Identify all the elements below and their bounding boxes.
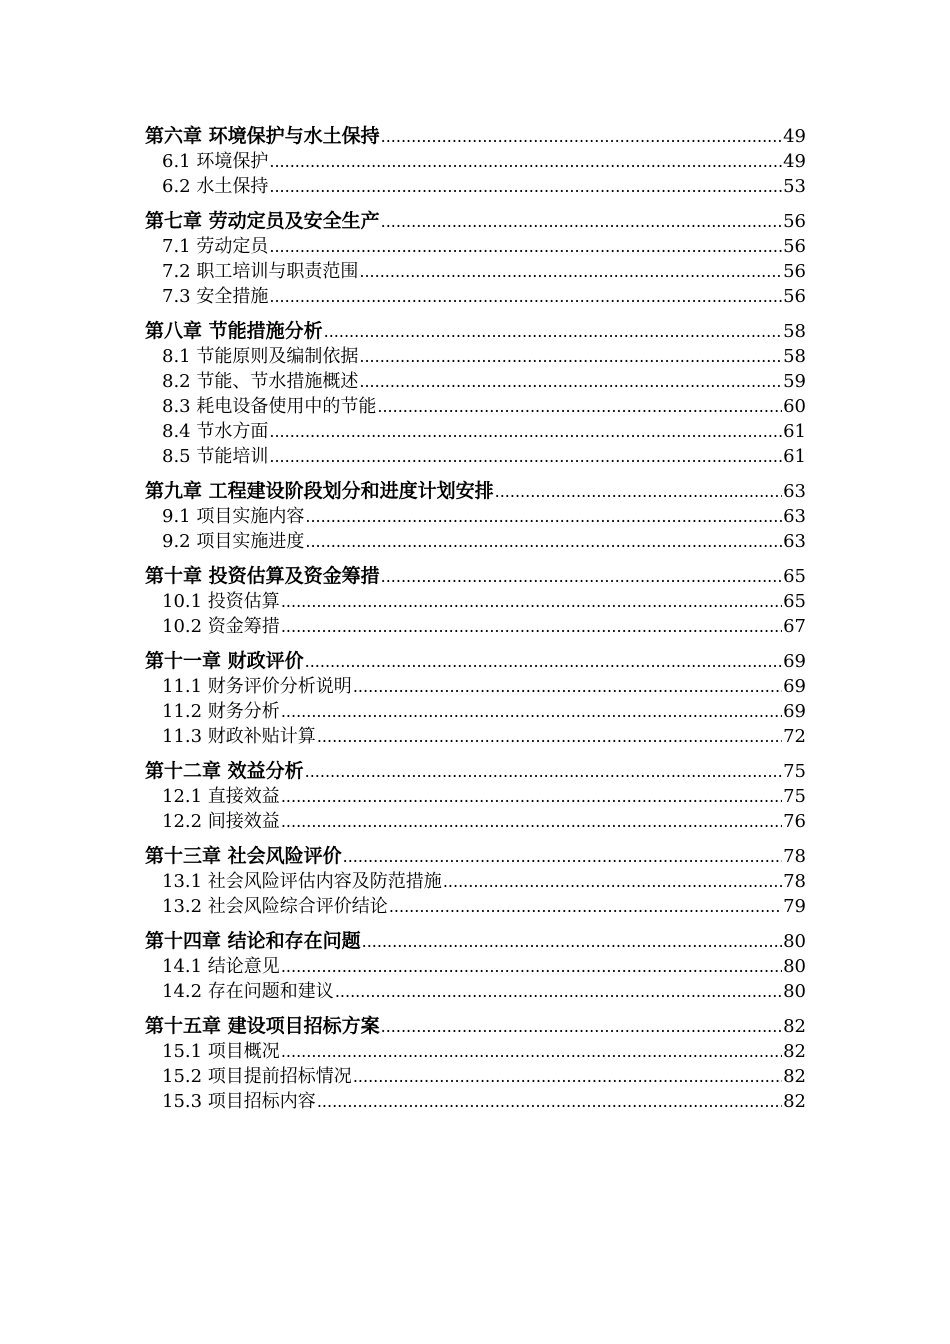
toc-chapter-entry[interactable] (145, 843, 806, 869)
toc-dot-leader (381, 1014, 782, 1040)
toc-page-number: 82 (783, 1016, 806, 1037)
toc-page-number: 69 (783, 701, 806, 722)
toc-dot-leader (353, 674, 782, 699)
toc-page-number: 56 (783, 261, 806, 282)
toc-chapter-entry[interactable] (145, 478, 806, 504)
toc-section-title: 7.2 职工培训与职责范围 (162, 261, 359, 282)
toc-section-entry[interactable] (145, 589, 806, 614)
toc-page-number: 75 (783, 786, 806, 807)
toc-section-title: 8.4 节水方面 (162, 421, 269, 442)
toc-section-title: 14.2 存在问题和建议 (162, 981, 334, 1002)
toc-chapter-title: 第八章 节能措施分析 (145, 320, 323, 342)
toc-page-number: 76 (783, 811, 806, 832)
toc-section-title: 13.2 社会风险综合评价结论 (162, 896, 388, 917)
toc-page-number: 78 (783, 846, 806, 867)
toc-section-title: 9.2 项目实施进度 (162, 531, 305, 552)
toc-page-number: 56 (783, 211, 806, 232)
toc-chapter-title: 第十四章 结论和存在问题 (145, 930, 361, 952)
toc-section-entry[interactable] (145, 284, 806, 309)
toc-section-entry[interactable] (145, 394, 806, 419)
toc-chapter-entry[interactable] (145, 563, 806, 589)
toc-page-number: 75 (783, 761, 806, 782)
toc-section-title: 12.1 直接效益 (162, 786, 280, 807)
toc-chapter-title: 第七章 劳动定员及安全生产 (145, 210, 380, 232)
toc-dot-leader (359, 369, 782, 394)
toc-page-number: 80 (783, 931, 806, 952)
toc-dot-leader (443, 869, 782, 894)
toc-page-number: 82 (783, 1041, 806, 1062)
toc-section-entry[interactable] (145, 174, 806, 199)
toc-page-number: 61 (783, 446, 806, 467)
toc-chapter-entry[interactable] (145, 1013, 806, 1039)
toc-section-entry[interactable] (145, 369, 806, 394)
toc-dot-leader (305, 759, 782, 785)
toc-page-number: 63 (783, 506, 806, 527)
toc-dot-leader (343, 844, 782, 870)
toc-page-number: 67 (783, 616, 806, 637)
toc-section-entry[interactable] (145, 344, 806, 369)
toc-section-title: 8.2 节能、节水措施概述 (162, 371, 359, 392)
toc-dot-leader (281, 699, 782, 724)
toc-section-entry[interactable] (145, 444, 806, 469)
toc-section-entry[interactable] (145, 699, 806, 724)
toc-section-entry[interactable] (145, 504, 806, 529)
toc-dot-leader (281, 1039, 782, 1064)
toc-dot-leader (269, 234, 782, 259)
toc-section-title: 7.3 安全措施 (162, 286, 269, 307)
toc-dot-leader (269, 174, 782, 199)
toc-page-number: 80 (783, 981, 806, 1002)
toc-dot-leader (353, 1064, 782, 1089)
toc-section-entry[interactable] (145, 954, 806, 979)
toc-section-entry[interactable] (145, 259, 806, 284)
toc-page-number: 58 (783, 321, 806, 342)
toc-dot-leader (305, 649, 782, 675)
toc-section-entry[interactable] (145, 614, 806, 639)
toc-chapter-entry[interactable] (145, 758, 806, 784)
toc-page-number: 53 (783, 176, 806, 197)
toc-dot-leader (281, 809, 782, 834)
toc-section-entry[interactable] (145, 894, 806, 919)
toc-section-title: 8.3 耗电设备使用中的节能 (162, 396, 377, 417)
toc-page-number: 59 (783, 371, 806, 392)
toc-dot-leader (281, 589, 782, 614)
toc-page-number: 60 (783, 396, 806, 417)
toc-dot-leader (281, 614, 782, 639)
toc-dot-leader (381, 564, 782, 590)
toc-chapter-title: 第十一章 财政评价 (145, 650, 304, 672)
toc-dot-leader (269, 284, 782, 309)
toc-page-number: 56 (783, 286, 806, 307)
toc-chapter-entry[interactable] (145, 208, 806, 234)
toc-section-title: 10.1 投资估算 (162, 591, 280, 612)
toc-section-entry[interactable] (145, 149, 806, 174)
toc-dot-leader (269, 149, 782, 174)
toc-dot-leader (377, 394, 782, 419)
toc-dot-leader (269, 419, 782, 444)
toc-section-title: 12.2 间接效益 (162, 811, 280, 832)
toc-section-title: 15.3 项目招标内容 (162, 1091, 316, 1112)
toc-page-number: 63 (783, 481, 806, 502)
toc-page-number: 61 (783, 421, 806, 442)
toc-chapter-entry[interactable] (145, 928, 806, 954)
toc-section-title: 8.5 节能培训 (162, 446, 269, 467)
toc-section-title: 15.2 项目提前招标情况 (162, 1066, 352, 1087)
toc-section-entry[interactable] (145, 1089, 806, 1114)
toc-section-entry[interactable] (145, 869, 806, 894)
toc-section-entry[interactable] (145, 419, 806, 444)
toc-section-entry[interactable] (145, 724, 806, 749)
toc-page-number: 49 (783, 126, 806, 147)
table-of-contents (145, 123, 806, 1114)
toc-section-entry[interactable] (145, 1039, 806, 1064)
toc-section-title: 6.2 水土保持 (162, 176, 269, 197)
toc-page-number: 80 (783, 956, 806, 977)
toc-section-entry[interactable] (145, 809, 806, 834)
toc-page-number: 58 (783, 346, 806, 367)
toc-dot-leader (381, 209, 782, 235)
toc-dot-leader (281, 954, 782, 979)
toc-page-number: 69 (783, 651, 806, 672)
toc-page-number: 49 (783, 151, 806, 172)
toc-section-entry[interactable] (145, 784, 806, 809)
toc-page-number: 72 (783, 726, 806, 747)
toc-dot-leader (269, 444, 782, 469)
toc-dot-leader (359, 344, 782, 369)
toc-page-number: 56 (783, 236, 806, 257)
toc-dot-leader (335, 979, 782, 1004)
toc-chapter-title: 第九章 工程建设阶段划分和进度计划安排 (145, 480, 494, 502)
toc-chapter-title: 第六章 环境保护与水土保持 (145, 125, 380, 147)
toc-page-number: 79 (783, 896, 806, 917)
toc-section-title: 8.1 节能原则及编制依据 (162, 346, 359, 367)
toc-section-title: 15.1 项目概况 (162, 1041, 280, 1062)
toc-section-title: 11.1 财务评价分析说明 (162, 676, 352, 697)
toc-page-number: 65 (783, 591, 806, 612)
toc-section-entry[interactable] (145, 234, 806, 259)
toc-dot-leader (317, 1089, 782, 1114)
toc-section-title: 9.1 项目实施内容 (162, 506, 305, 527)
toc-chapter-entry[interactable] (145, 318, 806, 344)
toc-chapter-entry[interactable] (145, 123, 806, 149)
toc-chapter-title: 第十三章 社会风险评价 (145, 845, 342, 867)
toc-section-entry[interactable] (145, 674, 806, 699)
toc-page-number: 82 (783, 1091, 806, 1112)
toc-section-title: 13.1 社会风险评估内容及防范措施 (162, 871, 442, 892)
toc-section-title: 14.1 结论意见 (162, 956, 280, 977)
toc-page-number: 82 (783, 1066, 806, 1087)
toc-chapter-title: 第十二章 效益分析 (145, 760, 304, 782)
toc-section-title: 11.2 财务分析 (162, 701, 280, 722)
toc-section-title: 10.2 资金筹措 (162, 616, 280, 637)
toc-dot-leader (359, 259, 782, 284)
toc-chapter-title: 第十五章 建设项目招标方案 (145, 1015, 380, 1037)
toc-page-number: 63 (783, 531, 806, 552)
toc-section-title: 7.1 劳动定员 (162, 236, 269, 257)
toc-dot-leader (281, 784, 782, 809)
toc-dot-leader (381, 124, 782, 150)
toc-dot-leader (362, 929, 782, 955)
toc-section-title: 11.3 财政补贴计算 (162, 726, 316, 747)
toc-dot-leader (495, 479, 782, 505)
toc-section-entry[interactable] (145, 979, 806, 1004)
toc-dot-leader (305, 504, 782, 529)
toc-dot-leader (317, 724, 782, 749)
toc-dot-leader (389, 894, 782, 919)
toc-section-title: 6.1 环境保护 (162, 151, 269, 172)
toc-chapter-entry[interactable] (145, 648, 806, 674)
toc-section-entry[interactable] (145, 1064, 806, 1089)
toc-page-number: 65 (783, 566, 806, 587)
toc-dot-leader (324, 319, 782, 345)
toc-page-number: 69 (783, 676, 806, 697)
toc-dot-leader (305, 529, 782, 554)
toc-chapter-title: 第十章 投资估算及资金筹措 (145, 565, 380, 587)
toc-section-entry[interactable] (145, 529, 806, 554)
toc-page-number: 78 (783, 871, 806, 892)
